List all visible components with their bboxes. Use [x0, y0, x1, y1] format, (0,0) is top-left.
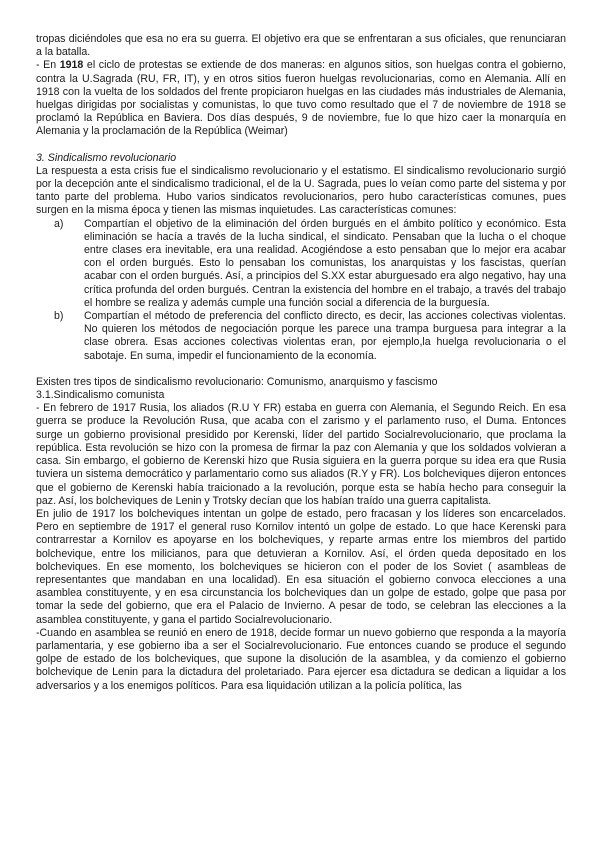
paragraph-jul-1917: En julio de 1917 los bolcheviques intentan un golpe de estado, pero fracasan y los líderes son encarcelados. Pero en septiembre de 1917 el general ruso Kornilov intentó un golpe de estado. Lo que hace Kerenski para contrarrestar a Kornilov es apoyarse en los bolcheviques, y reparte armas entre los miembros del partido bolchevique, entre los milicianos, para que detuvieran a Kornilov. Así, el órden queda depositado en los bolcheviques. En ese momento, los bolcheviques se hicieron con el poder de los Soviet ( asambleas de representantes que mandaban en una localidad). En esa situación el gobierno convoca elecciones a una asamblea constituyente, y en esa circunstancia los bolcheviques dan un golpe de estado, golpe que pasa por tomar la sede del gobierno, que era el Palacio de Invierno. A pesar de todo, se celebran las elecciones a la asamblea constituyente, y gana el partido Socialrevolucionario.: [36, 507, 566, 626]
list-item-text: Compartían el objetivo de la eliminación del órden burgués en el ámbito político y económico. Esta eliminación se hacía a través de la lucha sindical, el sindicato. Pensaban que la lucha o el choque entre clases era inevitable, era una realidad. Acogiéndose a esto pensaban que lo mejor era acabar con el orden burgués. Esto lo pensaban los comunistas, los anarquistas y los fascistas, querían acabar con el orden burgués. Así, a principios del S.XX estar aburguesado era algo negativo, hay una crítica profunda del orden burgués. Centran la existencia del hombre en el trabajo, a través del trabajo el hombre se realiza y además cumple una función social a diferencia de la burguesía.: [84, 217, 566, 309]
paragraph-1918: [36, 59, 566, 138]
characteristics-list: [54, 218, 566, 363]
types-line: Existen tres tipos de sindicalismo revolucionario: Comunismo, anarquismo y fascismo: [36, 375, 438, 388]
document-page: [36, 33, 566, 693]
list-item-text: Compartían el método de preferencia del conflicto directo, es decir, las acciones colectivas violentas. No quieren los métodos de negociación porque les parece una trampa burguesa para integrar a la clase obrera. Esas acciones colectivas violentas eran, por ejemplo,la huelga revolucionaria o el sabotaje. En suma, impedir el funcionamiento de la economía.: [84, 310, 566, 362]
paragraph-1918-rest: el ciclo de protestas se extiende de dos maneras: en algunos sitios, son huelgas contra el gobierno, contra la U.Sagrada (RU, FR, IT), y en otros sitios fueron huelgas revolucionarias, como en Alemania. Allí en 1918 con la vuelta de los soldados del frente propiciaron huelgas en las ciudades más industriales de Alemania, huelgas dirigidas por socialistas y comunistas, lo que tuvo como resultado que el 7 de noviembre de 1918 se proclamó la República en Baviera. Dos días después, 9 de noviembre, fue lo que hizo caer la monarquía en Alemania y la proclamación de la República (Weimar): [36, 59, 566, 138]
subsection-heading: 3.1.Sindicalismo comunista: [36, 389, 165, 402]
spacer: [36, 363, 566, 376]
paragraph-jan-1918: -Cuando en asamblea se reunió en enero de 1918, decide formar un nuevo gobierno que responda a la mayoría parlamentaria, y ese gobierno iba a ser el Socialrevolucionario. Fue entonces cuando se produce el segundo golpe de estado de los bolcheviques, que supone la disolución de la asamblea, y da comienzo el gobierno bolchevique de Lenin para la dictadura del proletariado. Para ejercer esa dictadura se dedican a liquidar a los adversarios y a los enemigos políticos. Para esa liquidación utilizan a la policía política, las: [36, 626, 566, 692]
paragraph-feb-1917: - En febrero de 1917 Rusia, los aliados (R.U Y FR) estaba en guerra con Alemania, el Segundo Reich. En esa guerra se produce la Revolución Rusa, que acaba con el zarismo y el parlamento ruso, el Duma. Entonces surge un gobierno provisional presidido por Kerenski, líder del partido Socialrevolucionario, que proclama la república. Esta revolución se hizo con la promesa de firmar la paz con Alemania y que los soldados volvieran a casa. Sin embargo, el gobierno de Kerenski hizo que Rusia siguiera en la guerra porque su idea era que Rusia tuviera un sistema democrático y parlamentario como sus aliados (R.Y y FR). Los bolcheviques dijeron entonces que el gobierno de Kerenski había traicionado a la revolución, porque esta se había hecho para conseguir la paz. Así, los bolcheviques de Lenin y Trotsky decían que los habían traído una guerra capitalista.: [36, 402, 566, 507]
paragraph-section3-intro: La respuesta a esta crisis fue el sindicalismo revolucionario y el estatismo. El sindicalismo revolucionario surgió por la decepción ante el sindicalismo tradicional, el de la U. Sagrada, pues lo veían como parte del sistema y por tanto parte del problema. Hubo varios sindicatos revolucionarios, pero hubo características comunes, pues surgen en la misma época y tienen las mismas inquietudes. Las características comunes:: [36, 164, 566, 217]
list-item: [54, 310, 566, 363]
paragraph-1918-prefix: - En: [36, 59, 60, 72]
list-marker: b): [54, 310, 64, 323]
list-marker: a): [54, 217, 64, 230]
year-1918-bold: 1918: [59, 59, 84, 72]
paragraph-intro: tropas diciéndoles que esa no era su guerra. El objetivo era que se enfrentaran a sus oficiales, que renunciaran a la batalla.: [36, 33, 566, 59]
section-heading-sindicalismo: 3. Sindicalismo revolucionario: [36, 151, 177, 164]
list-item: [54, 218, 566, 310]
